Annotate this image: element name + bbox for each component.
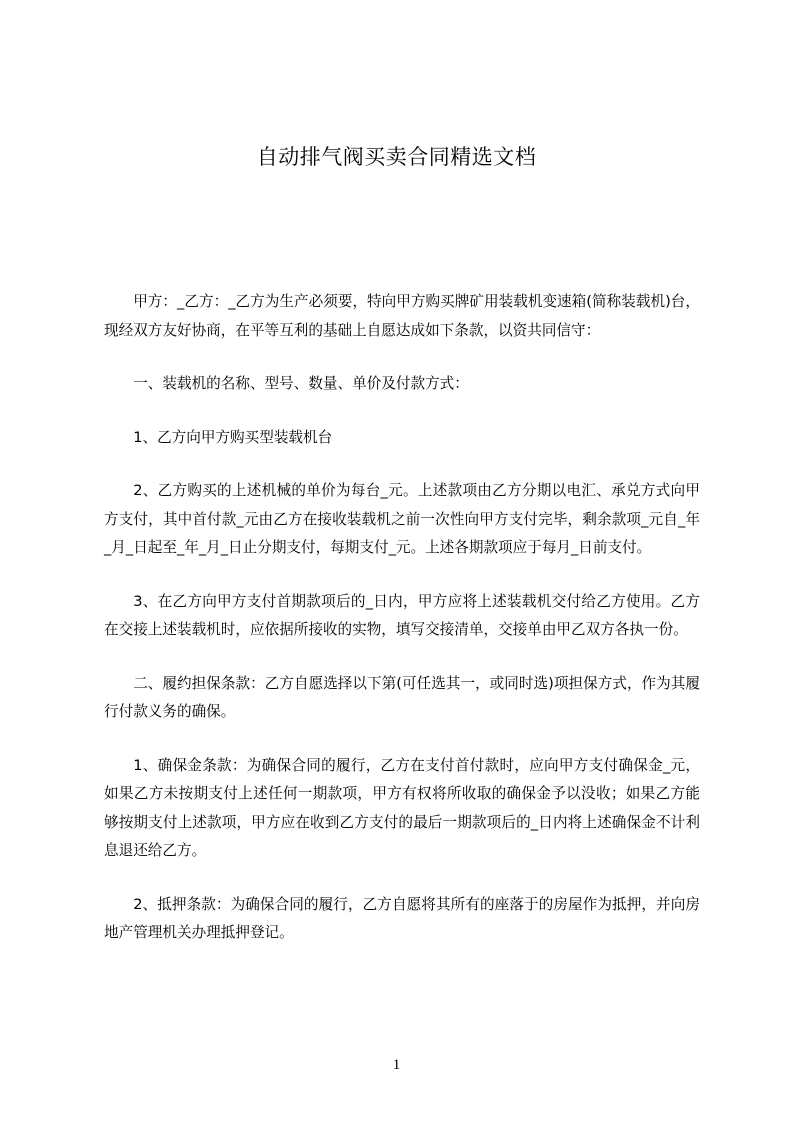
document-title: 自动排气阀买卖合同精选文档 <box>256 145 537 169</box>
clause-2-2: 2、抵押条款：为确保合同的履行，乙方自愿将其所有的座落于的房屋作为抵押，并向房地产管理机关办理抵押登记。 <box>104 895 700 941</box>
document-body <box>104 288 700 948</box>
clause-2-1: 1、确保金条款：为确保合同的履行，乙方在支付首付款时，应向甲方支付确保金_元，如果乙方未按期支付上述任何一期款项，甲方有权将所收取的确保金予以没收；如果乙方能够按期支付上述款项，甲方应在收到乙方支付的最后一期款项后的_日内将上述确保金不计利息退还给乙方。 <box>104 756 700 859</box>
section-heading-2: 二、履约担保条款：乙方自愿选择以下第(可任选其一，或同时选)项担保方式，作为其履行付款义务的确保。 <box>104 674 700 720</box>
clause-1-3: 3、在乙方向甲方支付首期款项后的_日内，甲方应将上述装载机交付给乙方使用。乙方在交接上述装载机时，应依据所接收的实物，填写交接清单，交接单由甲乙双方各执一份。 <box>104 592 700 638</box>
paragraph-intro: 甲方：_乙方：_乙方为生产必须要，特向甲方购买牌矿用装载机变速箱(简称装载机)台，现经双方友好协商，在平等互利的基础上自愿达成如下条款，以资共同信守： <box>104 293 700 339</box>
clause-1-1: 1、乙方向甲方购买型装载机台 <box>133 428 333 446</box>
clause-1-2: 2、乙方购买的上述机械的单价为每台_元。上述款项由乙方分期以电汇、承兑方式向甲方支付，其中首付款_元由乙方在接收装载机之前一次性向甲方支付完毕，剩余款项_元自_年_月_日起至_年_月_日止分期支付，每期支付_元。上述各期款项应于每月_日前支付。 <box>104 482 700 556</box>
page-number: 1 <box>392 1057 401 1073</box>
section-heading-1: 一、装载机的名称、型号、数量、单价及付款方式： <box>133 375 469 392</box>
